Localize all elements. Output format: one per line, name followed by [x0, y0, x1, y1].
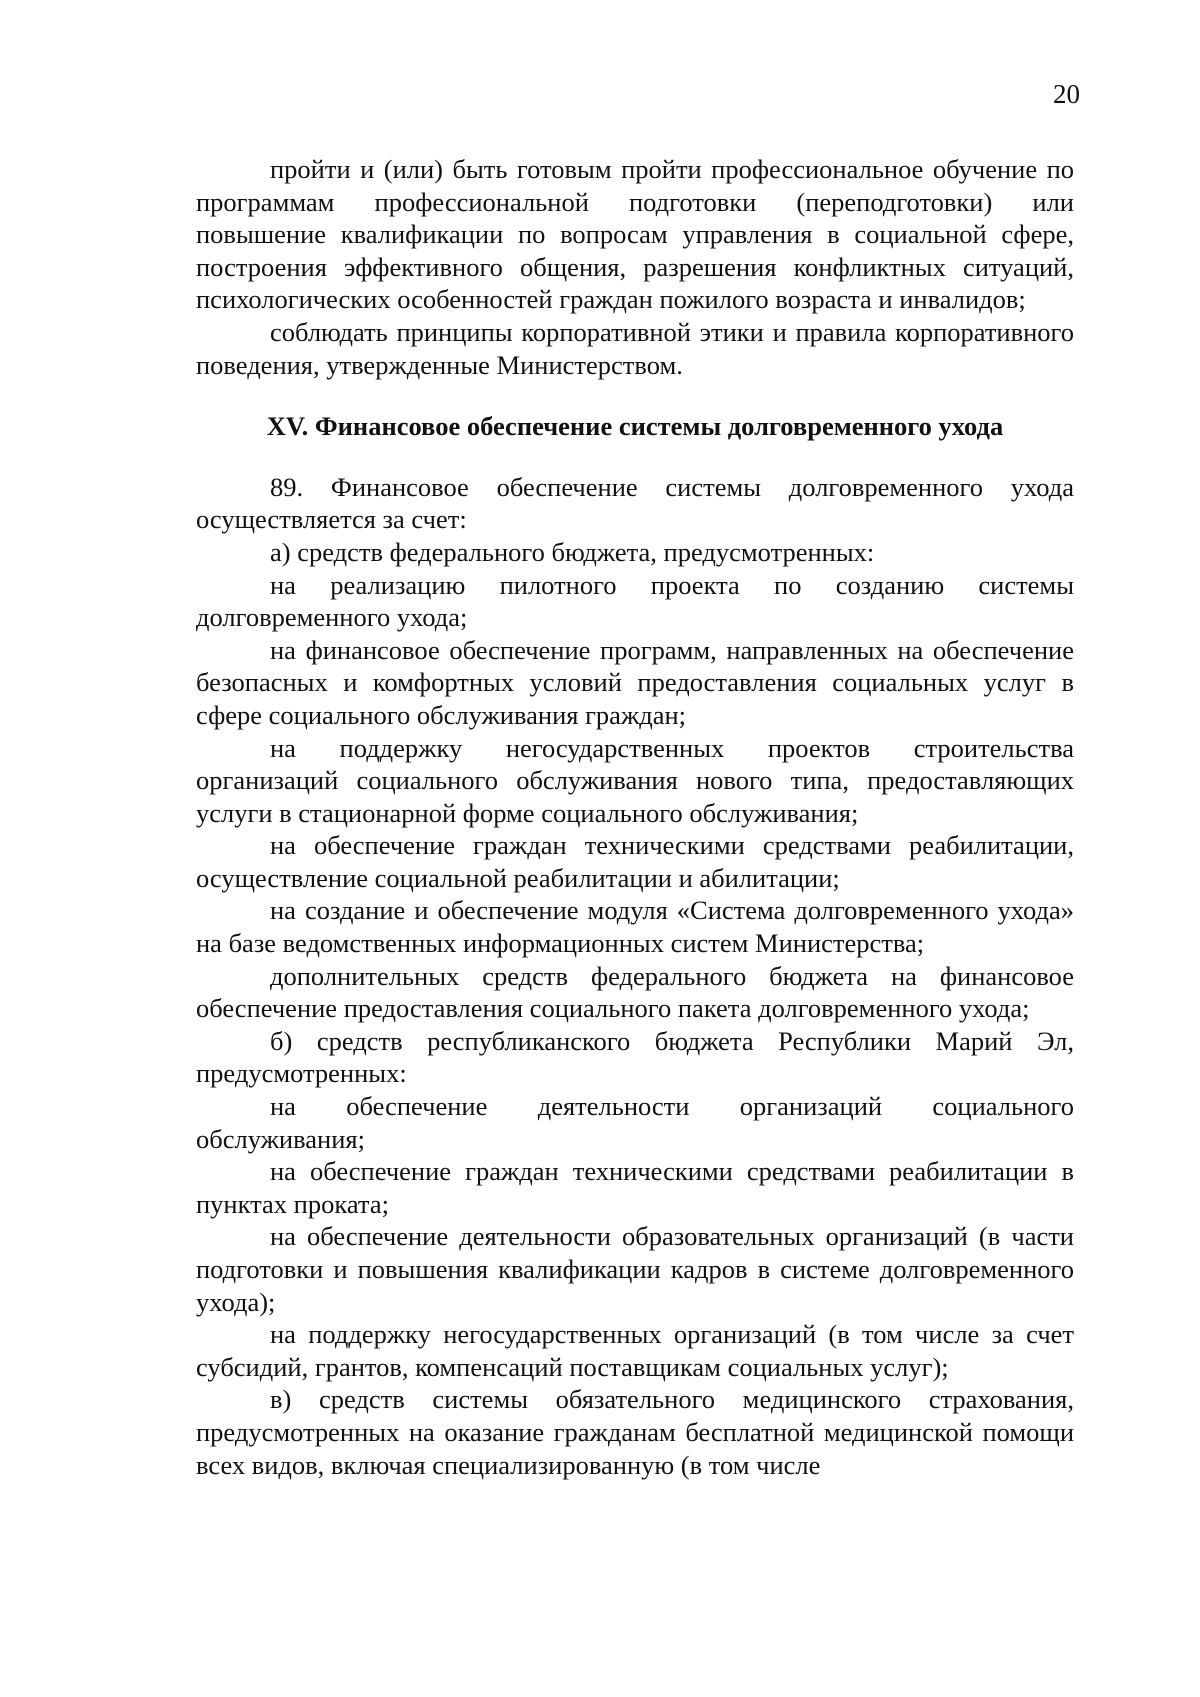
paragraph-safe-conditions: на финансовое обеспечение программ, направленных на обеспечение безопасных и комфортных условий предоставления социальных услуг в сфере социального обслуживания граждан; [196, 634, 1074, 730]
section-heading: XV. Финансовое обеспечение системы долговременного ухода [266, 411, 1004, 442]
paragraph-nongovernment-construction: на поддержку негосударственных проектов строительства организаций социального обслуживания нового типа, предоставляющих услуги в стационарной форме социального обслуживания; [196, 732, 1074, 828]
paragraph-nongovernment-support: на поддержку негосударственных организаций (в том числе за счет субсидий, грантов, компенсаций поставщикам социальных услуг); [196, 1319, 1074, 1382]
paragraph-federal-budget: а) средств федерального бюджета, предусмотренных: [270, 536, 875, 567]
paragraph-medical-insurance: в) средств системы обязательного медицинского страхования, предусмотренных на оказание гражданам бесплатной медицинской помощи всех видов, включая специализированную (в том числе [196, 1384, 1074, 1480]
paragraph-corporate-ethics: соблюдать принципы корпоративной этики и правила корпоративного поведения, утвержденные Министерством. [196, 316, 1074, 380]
paragraph-additional-funds: дополнительных средств федерального бюджета на финансовое обеспечение предоставления социального пакета долговременного ухода; [196, 960, 1074, 1024]
paragraph-item-89: 89. Финансовое обеспечение системы долговременного ухода осуществляется за счет: [196, 471, 1074, 535]
paragraph-ltc-module: на создание и обеспечение модуля «Система долговременного ухода» на базе ведомственных информационных систем Министерства; [196, 895, 1074, 959]
paragraph-education-organizations: на обеспечение деятельности образовательных организаций (в части подготовки и повышения квалификации кадров в системе долговременного ухода); [196, 1221, 1074, 1317]
paragraph-rental-points: на обеспечение граждан техническими средствами реабилитации в пунктах проката; [196, 1156, 1074, 1219]
page-number: 20 [1053, 79, 1080, 109]
paragraph-professional-training: пройти и (или) быть готовым пройти профессиональное обучение по программам профессиональной подготовки (переподготовки) или повышение квалификации по вопросам управления в социальной сфере, построения эффективного общения, разрешения конфликтных ситуаций, психологических особенностей граждан пожилого возраста и инвалидов; [196, 154, 1074, 315]
paragraph-republic-budget: б) средств республиканского бюджета Республики Марий Эл, предусмотренных: [196, 1025, 1074, 1089]
document-body [196, 153, 1074, 1481]
paragraph-pilot-project: на реализацию пилотного проекта по созданию системы долговременного ухода; [196, 569, 1074, 633]
paragraph-social-organizations: на обеспечение деятельности организаций социального обслуживания; [196, 1091, 1074, 1154]
paragraph-rehabilitation-means: на обеспечение граждан техническими средствами реабилитации, осуществление социальной реабилитации и абилитации; [196, 830, 1074, 893]
